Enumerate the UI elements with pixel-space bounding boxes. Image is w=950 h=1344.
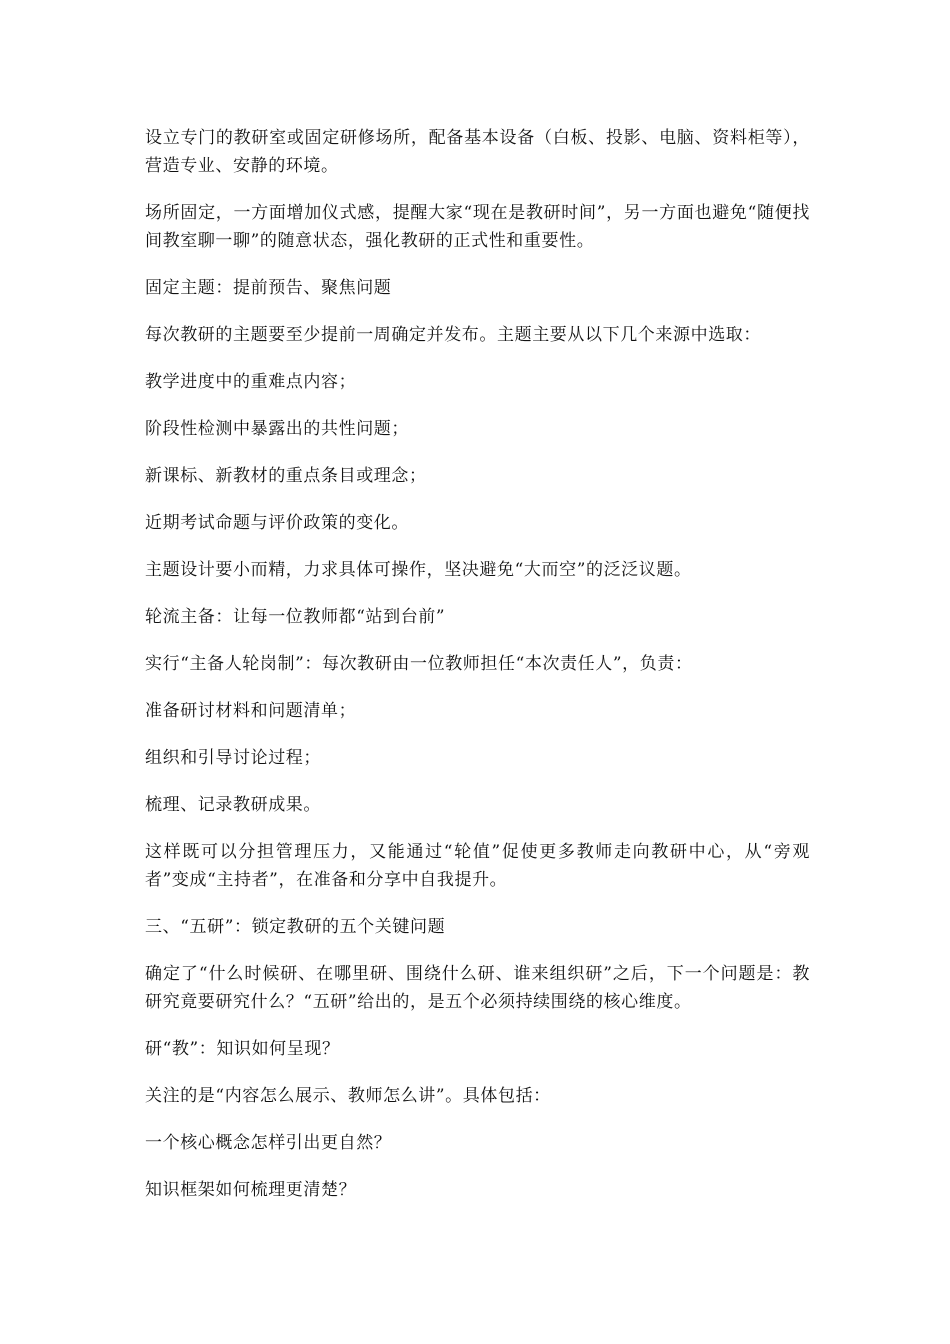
list-item-topic-source: 教学进度中的重难点内容； [145,372,357,392]
list-item-duty: 梳理、记录教研成果。 [145,795,321,815]
list-item-duty: 准备研讨材料和问题清单； [145,701,357,721]
list-item-question: 知识框架如何梳理更清楚？ [145,1180,357,1200]
list-item-question: 一个核心概念怎样引出更自然？ [145,1133,392,1153]
paragraph-five-studies-intro: 确定了“什么时候研、在哪里研、围绕什么研、谁来组织研”之后，下一个问题是：教研究竟要研究什么？“五研”给出的，是五个必须持续围绕的核心维度。 [145,964,810,1012]
paragraph-venue-setup: 设立专门的教研室或固定研修场所，配备基本设备（白板、投影、电脑、资料柜等），营造专业、安静的环境。 [145,128,810,176]
paragraph-rotation-system: 实行“主备人轮岗制”：每次教研由一位教师担任“本次责任人”，负责： [145,654,693,674]
paragraph-topic-sources: 每次教研的主题要至少提前一周确定并发布。主题主要从以下几个来源中选取： [145,325,761,345]
list-item-duty: 组织和引导讨论过程； [145,748,321,768]
document-body [145,124,810,1223]
list-item-topic-source: 阶段性检测中暴露出的共性问题； [145,419,409,439]
paragraph-topic-design: 主题设计要小而精，力求具体可操作，坚决避免“大而空”的泛泛议题。 [145,560,692,580]
heading-study-teaching: 研“教”：知识如何呈现？ [145,1039,340,1059]
heading-rotating-lead: 轮流主备：让每一位教师都“站到台前” [145,607,446,627]
list-item-topic-source: 新课标、新教材的重点条目或理念； [145,466,427,486]
paragraph-venue-purpose: 场所固定，一方面增加仪式感，提醒大家“现在是教研时间”，另一方面也避免“随便找间教室聊一聊”的随意状态，强化教研的正式性和重要性。 [145,203,810,251]
list-item-topic-source: 近期考试命题与评价政策的变化。 [145,513,409,533]
paragraph-rotation-benefit: 这样既可以分担管理压力，又能通过“轮值”促使更多教师走向教研中心，从“旁观者”变成“主持者”，在准备和分享中自我提升。 [145,842,810,890]
paragraph-study-teaching-focus: 关注的是“内容怎么展示、教师怎么讲”。具体包括： [145,1086,551,1106]
heading-fixed-topic: 固定主题：提前预告、聚焦问题 [145,278,392,298]
section-heading-five-studies: 三、“五研”：锁定教研的五个关键问题 [145,917,446,937]
